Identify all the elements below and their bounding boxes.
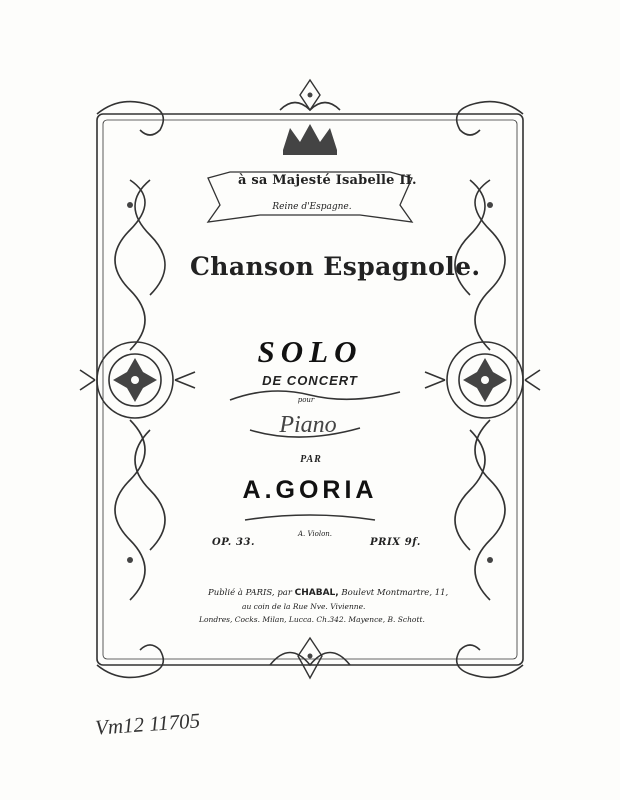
publisher-name: CHABAL, bbox=[294, 588, 339, 598]
price-label: PRIX 9f. bbox=[370, 537, 421, 548]
work-title: Chanson Espagnole. bbox=[190, 252, 481, 281]
instrument-label: Piano bbox=[279, 412, 337, 438]
pour-label: pour bbox=[297, 396, 315, 404]
par-label: PAR bbox=[300, 454, 322, 465]
publisher-line-3: Londres, Cocks. Milan, Lucca. Ch.342. Mayence, B. Schott. bbox=[199, 615, 425, 624]
violin-note: A. Violon. bbox=[297, 530, 333, 538]
solo-heading: SOLO bbox=[257, 334, 363, 369]
publisher-address: Boulevt Montmartre, 11, bbox=[341, 588, 449, 598]
publisher-line-2: au coin de la Rue Nve. Vivienne. bbox=[242, 602, 366, 611]
opus-number: OP. 33. bbox=[212, 537, 256, 548]
dedication-banner: à sa Majesté Isabelle II. bbox=[238, 173, 417, 188]
publisher-line-1 bbox=[208, 589, 468, 598]
publisher-prefix: Publié à PARIS, par bbox=[208, 588, 292, 598]
composer-name: A.GORIA bbox=[242, 476, 378, 504]
de-concert-heading: DE CONCERT bbox=[262, 373, 358, 388]
dedication-subtitle: Reine d'Espagne. bbox=[272, 202, 352, 212]
handwritten-catalog-note: Vm12 11705 bbox=[94, 708, 201, 740]
